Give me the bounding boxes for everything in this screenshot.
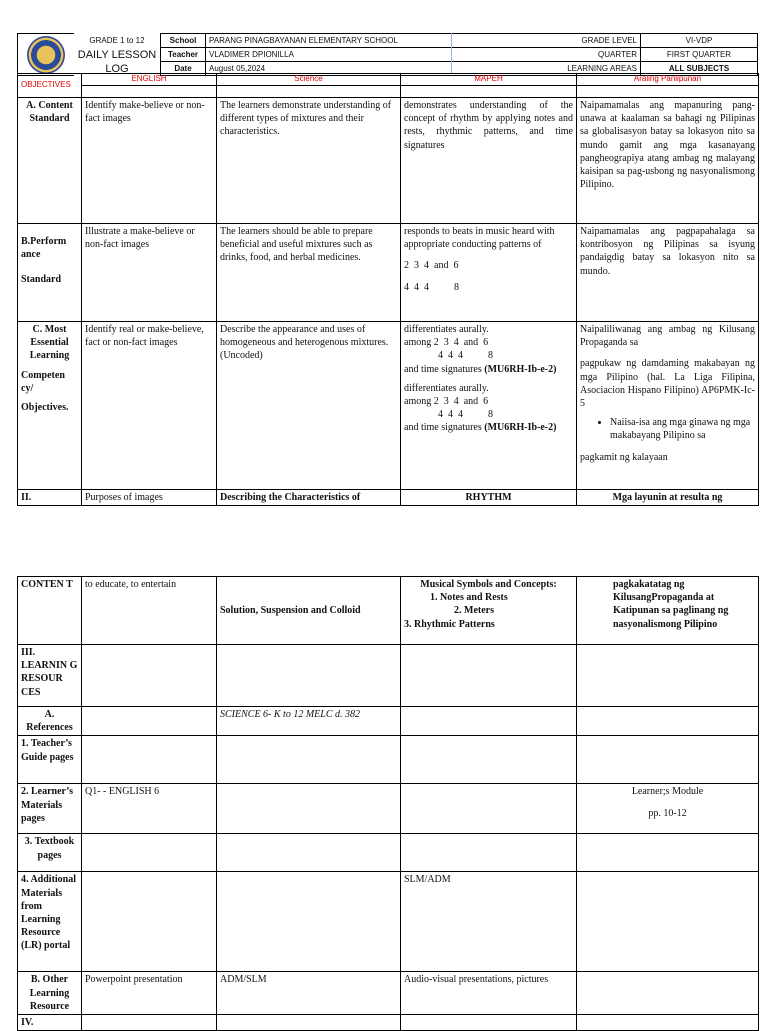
teacher-value: VLADIMER DPIONILLA [206,48,565,62]
empty-cell [82,645,217,707]
table-row [18,645,759,707]
ap-melc [577,322,759,490]
ap-melc-line1: Naipaliliwanag ang ambag ng Kilusang Propaganda sa [580,324,755,349]
mapeh-melc-line1-repeat: differentiates aurally. [404,382,489,394]
table-row [18,834,759,872]
ap-melc-list [580,416,755,442]
empty-cell [401,645,577,707]
english-content-topic: Purposes of images [82,490,217,506]
science-performance-standard: The learners should be able to prepare beneficial and useful mixtures such as drinks, food, and herbal medicines. [217,224,401,322]
mapeh-content-topic: RHYTHM [401,490,577,506]
empty-cell [577,972,759,1015]
school-label: School [161,34,206,48]
header-divider [451,33,452,74]
section-ii-label: II. [18,490,82,506]
science-melc: Describe the appearance and uses of homogeneous and heterogenous mixtures. (Uncoded) [217,322,401,490]
mapeh-melc-line2-repeat: among 2 3 4 and 6 [404,395,489,407]
textbook-label: 3. Textbook pages [18,834,82,872]
mapeh-content [401,577,577,645]
empty-cell [82,707,217,736]
other-resources-label: B. Other Learning Resource [18,972,82,1015]
mapeh-content-line2: 1. Notes and Rests [430,592,508,604]
science-other-resources: ADM/SLM [217,972,401,1015]
grade-range: GRADE 1 to 12 [74,34,161,48]
title-line2: LOG [74,62,161,76]
mapeh-header: MAPEH [401,74,577,86]
references-label: A. References [18,707,82,736]
empty-cell [217,1014,401,1030]
mapeh-melc-code-repeat: (MU6RH-Ib-e-2) [484,422,557,434]
date-value: August 05,2024 [206,62,565,76]
learning-areas-label: LEARNING AREAS [564,62,641,76]
melc-label [18,322,82,490]
additional-materials-label: 4. Additional Materials from Learning Resource (LR) portal [18,872,82,972]
table-row [18,322,759,490]
science-references: SCIENCE 6- K to 12 MELC d. 382 [217,707,401,736]
english-content: to educate, to entertain [82,577,217,645]
table-row [18,872,759,972]
table-row [18,972,759,1015]
table-row [18,1014,759,1030]
mapeh-melc-line4-repeat [404,421,573,434]
mapeh-content-line1: Musical Symbols and Concepts: [420,579,557,590]
melc-label-line2: Competen cy/ [21,369,65,394]
mapeh-content-standard: demonstrates understanding of the concept of rhythm by applying notes and rests, rhythmic patterns, and time signatures [401,98,577,224]
table-row [18,577,759,645]
mapeh-melc-line2: among 2 3 4 and 6 [404,337,489,349]
performance-label-line2: Standard [21,274,62,286]
mapeh-other-resources: Audio-visual presentations, pictures [401,972,577,1015]
ap-learners-materials [577,784,759,834]
mapeh-melc-code: (MU6RH-Ib-e-2) [484,363,557,375]
performance-standard-label [18,224,82,322]
ap-content-topic: Mga layunin at resulta ng [577,490,759,506]
empty-cell [217,645,401,707]
empty-cell [577,736,759,784]
title-line1: DAILY LESSON [74,48,161,62]
empty-cell [401,784,577,834]
grade-level-label: GRADE LEVEL [564,34,641,48]
teachers-guide-label: 1. Teacher’s Guide pages [18,736,82,784]
ap-performance-standard: Naipamamalas ang pagpapahalaga sa kontribosyon ng Pilipinas sa isyung pandaigdig batay sa lokasyon nito sa mundo. [577,224,759,322]
table-row [18,736,759,784]
column-header-row [18,74,759,86]
english-header: ENGLISH [82,74,217,86]
empty-cell [577,645,759,707]
empty-cell [82,736,217,784]
learning-areas-value: ALL SUBJECTS [641,62,758,76]
empty-cell [217,784,401,834]
content-standard-label: A. Content Standard [18,98,82,224]
lesson-table-top [17,73,759,506]
ap-header: Araling Panlipunan [577,74,759,86]
ap-melc-line2: pagpukaw ng damdaming makabayan ng mga Pilipino (hal. La Liga Filipina, Asociacion Hispano Filipino) AP6PMK-Ic-5 [580,358,755,409]
mapeh-time-denominators: 4 4 4 8 [404,281,459,293]
learners-materials-label: 2. Learner’s Materials pages [18,784,82,834]
science-content: Solution, Suspension and Colloid [217,577,401,645]
mapeh-time-numerators: 2 3 4 and 6 [404,260,459,272]
empty-cell [401,736,577,784]
science-content-standard: The learners demonstrate understanding of different types of mixtures and their characteristics. [217,98,401,224]
english-melc: Identify real or make-believe, fact or non-fact images [82,322,217,490]
ap-learners-pages: pp. 10-12 [648,807,687,819]
quarter-label: QUARTER [564,48,641,62]
english-learners-materials: Q1- - ENGLISH 6 [82,784,217,834]
empty-cell [217,736,401,784]
empty-cell [82,872,217,972]
empty-cell [401,1014,577,1030]
list-item: • Naiisa-isa ang mga ginawa ng mga makabayang Pilipino sa [610,416,755,442]
mapeh-performance-text: responds to beats in music heard with appropriate conducting patterns of [404,226,555,251]
empty-cell [577,834,759,872]
mapeh-content-line4: 3. Rhythmic Patterns [404,618,495,630]
section-iv-label: IV. [18,1014,82,1030]
date-label: Date [161,62,206,76]
content-label: CONTEN T [18,577,82,645]
table-row [18,490,759,506]
performance-label-line1: B.Perform ance [21,236,67,261]
spacer-cell [577,86,759,98]
empty-cell [217,872,401,972]
school-value: PARANG PINAGBAYANAN ELEMENTARY SCHOOL [206,34,565,48]
melc-label-line1: C. Most Essential Learning [29,324,70,362]
lesson-table-bottom [17,576,759,1031]
mapeh-additional-materials: SLM/ADM [401,872,577,972]
science-content-topic: Describing the Characteristics of [217,490,401,506]
objectives-header: OBJECTIVES [18,74,82,98]
english-other-resources: Powerpoint presentation [82,972,217,1015]
school-seal [18,34,75,76]
mapeh-melc-line4 [404,363,573,376]
spacer-cell [401,86,577,98]
spacer-row [18,86,759,98]
melc-label-line3: Objectives. [21,401,69,413]
empty-cell [401,834,577,872]
empty-cell [401,707,577,736]
table-row [18,98,759,224]
mapeh-melc [401,322,577,490]
empty-cell [82,834,217,872]
teacher-label: Teacher [161,48,206,62]
table-row [18,707,759,736]
spacer-cell [82,86,217,98]
mapeh-content-line3: 2. Meters [454,605,494,617]
ap-learners-module: Learner;s Module [631,786,704,798]
mapeh-performance-standard [401,224,577,322]
mapeh-melc-line3-repeat: 4 4 4 8 [438,409,493,421]
empty-cell [577,872,759,972]
empty-cell [82,1014,217,1030]
learning-resources-label: III. LEARNIN G RESOUR CES [18,645,82,707]
mapeh-melc-line3: 4 4 4 8 [438,350,493,362]
grade-level-value: VI-VDP [641,34,758,48]
ap-content: pagkakatatag ng KilusangPropaganda at Katipunan sa paglinang ng nasyonalismong Pilipino [577,577,759,645]
ap-melc-line3: pagkamit ng kalayaan [580,451,668,463]
deped-seal-icon [27,36,65,74]
table-row [18,224,759,322]
english-content-standard: Identify make-believe or non-fact images [82,98,217,224]
english-performance-standard: Illustrate a make-believe or non-fact images [82,224,217,322]
science-header: Science [217,74,401,86]
empty-cell [577,1014,759,1030]
header-table [17,33,758,76]
ap-content-standard: Naipamamalas ang mapanuring pang-unawa at kaalaman sa bahagi ng Pilipinas sa globalisasyon batay sa lokasyon nito sa mundo gamit ang mga kasanayang pangheograpiya atang ambag ng malayang kaisipan sa pag-usbong ng nasyonalismong Pilipino. [577,98,759,224]
quarter-value: FIRST QUARTER [641,48,758,62]
table-row [18,784,759,834]
mapeh-melc-text: and time signatures [404,363,482,375]
empty-cell [577,707,759,736]
mapeh-melc-text-repeat: and time signatures [404,422,482,434]
mapeh-melc-line1: differentiates aurally. [404,324,489,335]
spacer-cell [217,86,401,98]
empty-cell [217,834,401,872]
